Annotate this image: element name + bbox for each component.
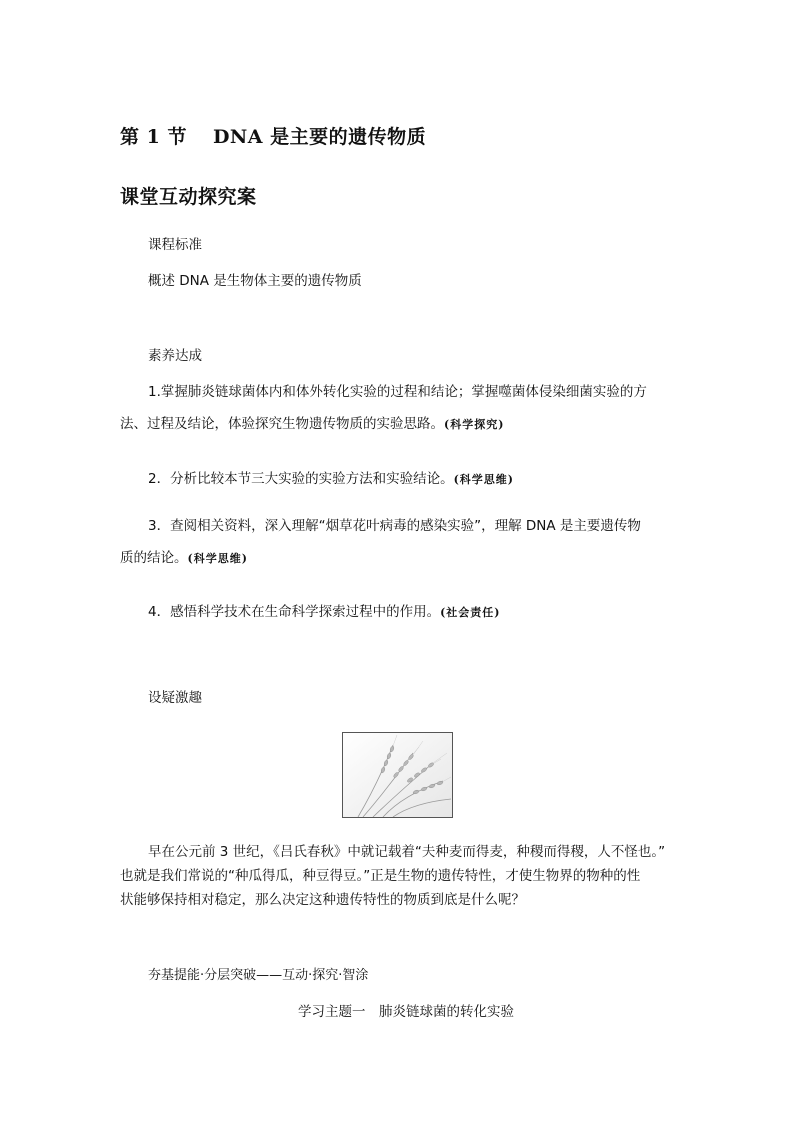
- section-header: 夯基提能·分层突破——互动·探究·智涂: [148, 968, 369, 983]
- literacy-item-1-text: 法、过程及结论，体验探究生物遗传物质的实验思路。: [120, 416, 444, 432]
- literacy-item-2-tag: (科学思维): [453, 473, 515, 486]
- literacy-item-3-text: 质的结论。: [120, 550, 188, 566]
- literacy-item-1-line1: 1.掌握肺炎链球菌体内和体外转化实验的过程和结论；掌握噬菌体侵染细菌实验的方: [148, 384, 647, 400]
- literacy-item-4-text: 4．感悟科学技术在生命科学探索过程中的作用。: [148, 604, 441, 620]
- literacy-item-1-line2: [120, 414, 504, 435]
- topic-heading: 学习主题一 肺炎链球菌的转化实验: [298, 1004, 514, 1020]
- intro-paragraph-line1: 早在公元前 3 世纪，《吕氏春秋》中就记载着“夫种麦而得麦，种稷而得稷，人不怪也。”: [148, 844, 666, 860]
- literacy-item-3-line2: [120, 548, 248, 569]
- literacy-item-2-text: 2．分析比较本节三大实验的实验方法和实验结论。: [148, 471, 454, 487]
- section-name: DNA 是主要的遗传物质: [212, 126, 427, 148]
- wheat-ears-image: [342, 732, 453, 818]
- literacy-item-4-tag: (社会责任): [440, 606, 501, 619]
- literacy-item-1-tag: (科学探究): [444, 418, 505, 431]
- curriculum-heading: 课程标准: [148, 237, 202, 253]
- page-title: [120, 122, 426, 149]
- literacy-item-3-tag: (科学思维): [187, 552, 248, 565]
- curriculum-content: 概述 DNA 是生物体主要的遗传物质: [148, 273, 362, 289]
- page-subtitle: 课堂互动探究案: [120, 186, 257, 208]
- intro-paragraph-line3: 状能够保持相对稳定，那么决定这种遗传特性的物质到底是什么呢？: [120, 892, 525, 908]
- intro-paragraph-line2: 也就是我们常说的“种瓜得瓜，种豆得豆。”正是生物的遗传特性，才使生物界的物种的性: [120, 868, 641, 884]
- literacy-item-3-line1: 3．查阅相关资料，深入理解“烟草花叶病毒的感染实验”，理解 DNA 是主要遗传物: [148, 518, 641, 534]
- intro-heading: 设疑激趣: [148, 690, 202, 706]
- literacy-heading: 素养达成: [148, 348, 202, 364]
- literacy-item-4: [148, 602, 501, 623]
- section-number: 第 1 节: [120, 126, 187, 148]
- literacy-item-2: [148, 469, 514, 490]
